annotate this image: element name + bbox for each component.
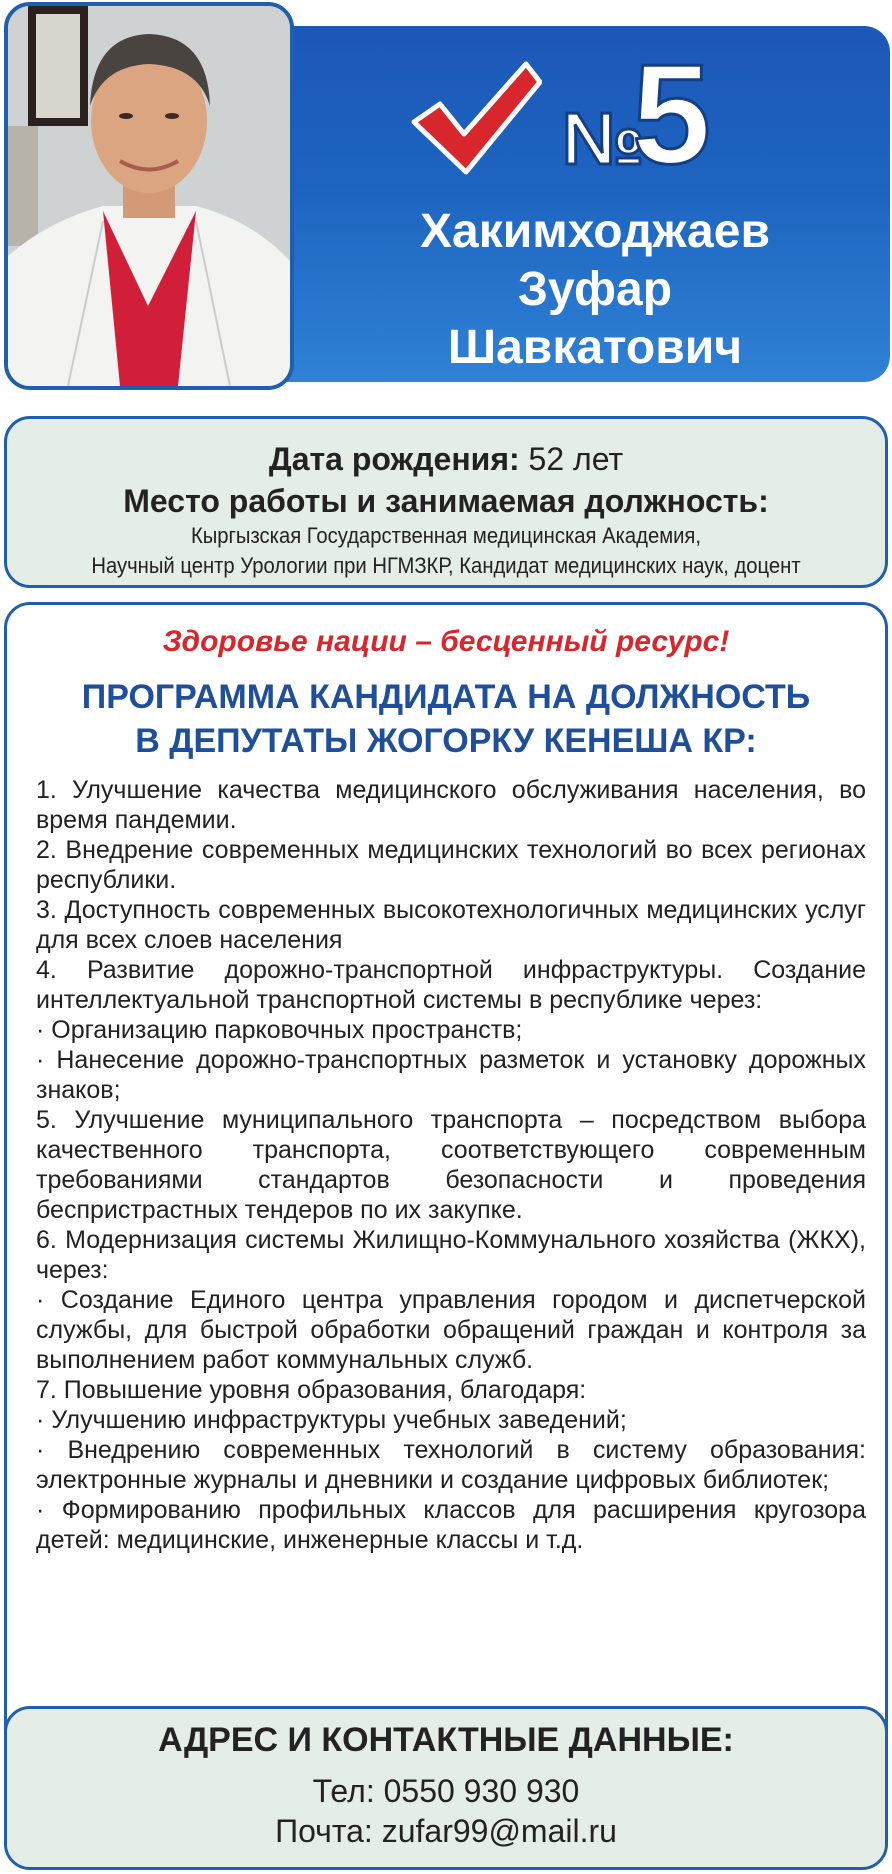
work-line-2: Научный центр Урологии при НГМЗКР, Кандидат медицинских наук, доцент [91, 553, 801, 578]
candidate-photo [4, 2, 294, 390]
candidate-name [340, 203, 850, 377]
candidate-number: 5 [632, 35, 711, 194]
work-label: Место работы и занимаемая должность: [123, 483, 769, 519]
contacts-box [4, 1706, 888, 1870]
program-item: · Нанесение дорожно-транспортных разметок и установку дорожных знаков; [36, 1046, 866, 1104]
program-box [4, 602, 888, 1870]
program-item: 3. Доступность современных высокотехнологичных медицинских услуг для всех слоев населения [36, 896, 866, 954]
contact-email[interactable]: Почта: zufar99@mail.ru [275, 1813, 617, 1849]
slogan: Здоровье нации – бесценный ресурс! [162, 625, 730, 658]
program-item: 4. Развитие дорожно-транспортной инфраструктуры. Создание интеллектуальной транспортной системы в республике через: [36, 956, 866, 1014]
info-box [4, 416, 888, 588]
program-item: · Улучшению инфраструктуры учебных заведений; [36, 1406, 627, 1434]
program-item: 7. Повышение уровня образования, благодаря: [36, 1376, 587, 1404]
candidate-surname: Хакимходжаев [420, 205, 770, 258]
program-title [7, 675, 885, 763]
contact-phone[interactable]: Тел: 0550 930 930 [312, 1773, 580, 1809]
program-item: · Формированию профильных классов для расширения кругозора детей: медицинские, инженерные классы и т.д. [36, 1496, 866, 1554]
work-line-1: Кыргызская Государственная медицинская Академия, [190, 523, 702, 548]
program-title-line-2: В ДЕПУТАТЫ ЖОГОРКУ КЕНЕША КР: [135, 722, 757, 760]
program-item: · Организацию парковочных пространств; [36, 1016, 523, 1044]
number-sign: № [562, 97, 643, 180]
birth-line [7, 441, 885, 478]
candidate-patronymic: Шавкатович [447, 321, 743, 374]
portrait-image [8, 6, 290, 386]
program-list [36, 775, 866, 1555]
birth-label: Дата рождения: [268, 441, 520, 477]
program-item: · Внедрению современных технологий в систему образования: электронные журналы и дневники и создание цифровых библиотек; [36, 1436, 866, 1494]
program-item: 5. Улучшение муниципального транспорта – посредством выбора качественного транспорта, соответствующего современным требованиями стандартов безопасности и проведения беспристрастных тендеров по их закупке. [36, 1106, 866, 1224]
program-item: 1. Улучшение качества медицинского обслуживания населения, во время пандемии. [36, 776, 866, 834]
birth-value: 52 лет [519, 441, 624, 477]
contacts-title: АДРЕС И КОНТАКТНЫЕ ДАННЫЕ: [158, 1721, 734, 1759]
program-item: · Создание Единого центра управления городом и диспетчерской службы, для быстрой обработки обращений граждан и контроля за выполнением работ коммунальных служб. [36, 1286, 866, 1374]
program-title-line-1: ПРОГРАММА КАНДИДАТА НА ДОЛЖНОСТЬ [81, 678, 811, 716]
checkmark-icon [410, 60, 542, 178]
program-item: 2. Внедрение современных медицинских технологий во всех регионах республики. [36, 836, 866, 894]
candidate-first-name: Зуфар [517, 263, 673, 316]
program-item: 6. Модернизация системы Жилищно-Коммунального хозяйства (ЖКХ), через: [36, 1226, 866, 1284]
